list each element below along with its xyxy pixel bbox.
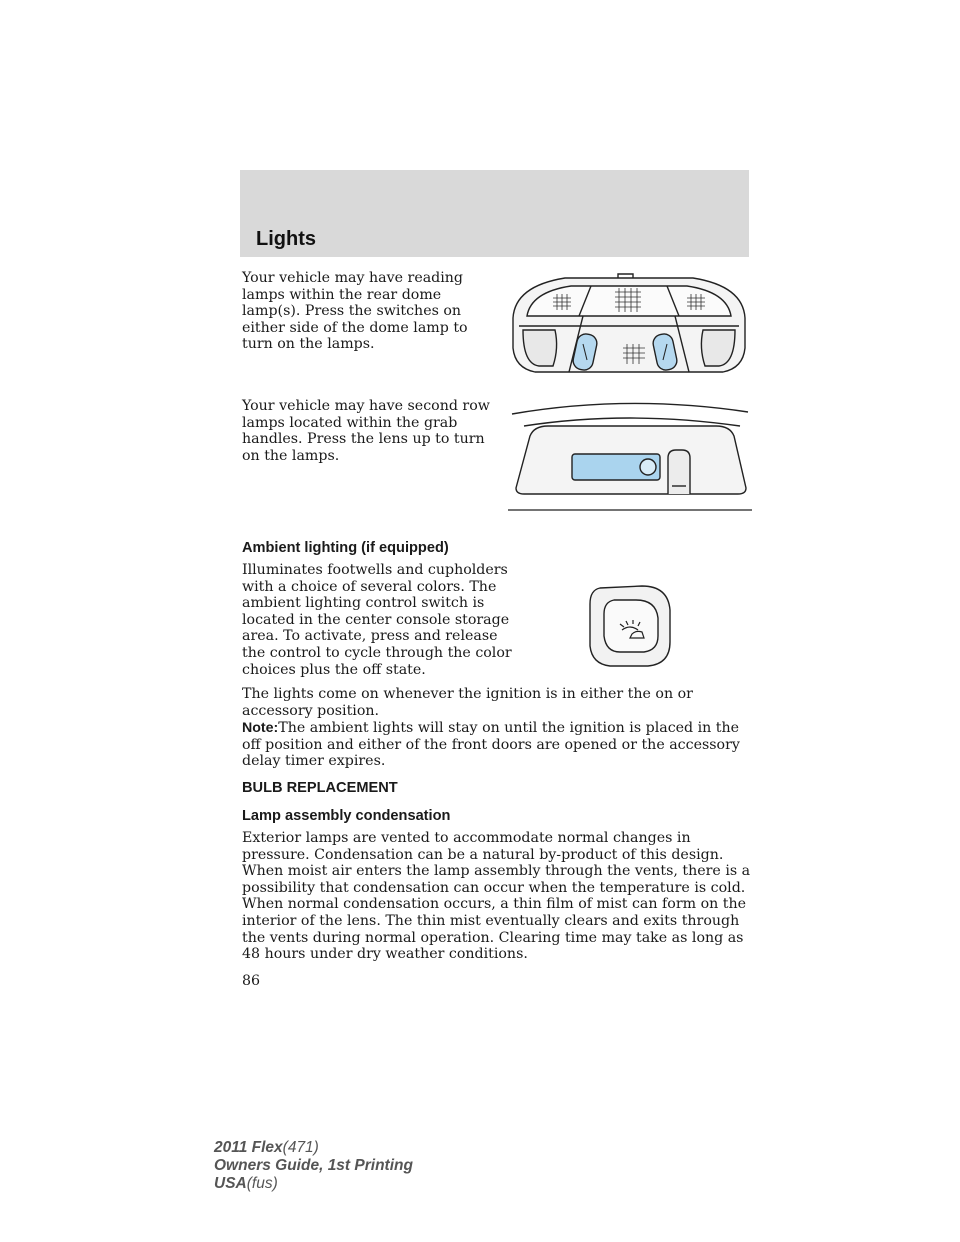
footer-model-code: (471) — [282, 1139, 319, 1156]
footer-line-1 — [214, 1139, 413, 1157]
paragraph-condensation: Exterior lamps are vented to accommodate normal changes in pressure. Condensation can be a natural by-product of this design. When moist air enters the lamp assembly through the vents, there is a possibility that condensation can occur when the temperature is cold. When normal condensation occurs, a thin film of mist can form on the interior of the lens. The thin mist eventually clears and exits through the vents during normal operation. Clearing time may take as long as 48 hours under dry weather conditions. — [242, 830, 751, 963]
grab-handle-lamp-icon — [508, 396, 752, 514]
paragraph-rear-dome-lamps: Your vehicle may have reading lamps within the rear dome lamp(s). Press the switches on either side of the dome lamp to turn on the lamps. — [242, 270, 468, 353]
header-band — [240, 170, 749, 257]
footer-imprint — [214, 1139, 413, 1193]
footer-line-3 — [214, 1175, 413, 1193]
note-text: The ambient lights will stay on until the ignition is placed in the off position and either of the front doors are opened or the accessory delay timer expires. — [242, 720, 740, 770]
heading-lamp-condensation: Lamp assembly condensation — [242, 808, 451, 824]
heading-bulb-replacement: BULB REPLACEMENT — [242, 780, 398, 796]
paragraph-second-row-lamps: Your vehicle may have second row lamps located within the grab handles. Press the lens up to turn on the lamps. — [242, 398, 490, 464]
paragraph-ambient-ignition: The lights come on whenever the ignition is in either the on or accessory position. — [242, 686, 693, 719]
footer-market-code: (fus) — [246, 1175, 278, 1192]
section-title: Lights — [256, 228, 316, 250]
footer-edition: Owners Guide, 1st Printing — [214, 1157, 413, 1174]
heading-ambient-lighting: Ambient lighting (if equipped) — [242, 540, 449, 556]
paragraph-ambient-description: Illuminates footwells and cupholders with a choice of several colors. The ambient lighting control switch is located in the center console storage area. To activate, press and release the control to cycle through the color choices plus the off state. — [242, 562, 512, 678]
footer-line-2 — [214, 1157, 413, 1175]
ambient-lighting-switch-icon — [586, 580, 674, 670]
footer-market: USA — [214, 1175, 247, 1192]
paragraph-note — [242, 720, 752, 770]
page-number: 86 — [242, 973, 261, 989]
footer-model: 2011 Flex — [214, 1139, 283, 1156]
dome-lamp-icon — [505, 268, 753, 384]
note-label: Note: — [242, 720, 279, 736]
